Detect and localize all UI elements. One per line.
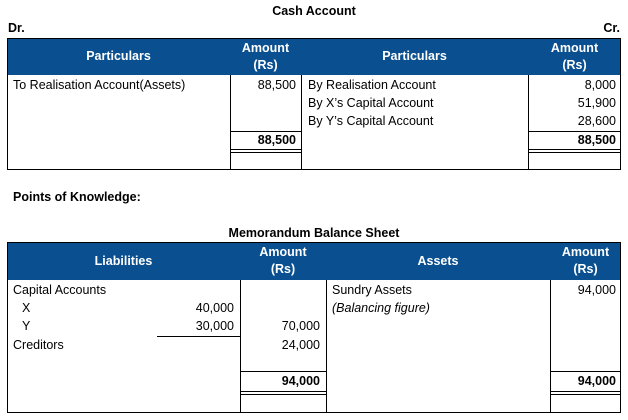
debit-particular: To Realisation Account(Assets)	[13, 78, 186, 92]
total-rule	[550, 371, 621, 372]
credit-particular: By Y’s Capital Account	[308, 114, 434, 128]
col-divider	[301, 75, 302, 170]
credit-amount: 8,000	[584, 78, 616, 92]
balancing-figure-note: (Balancing figure)	[332, 301, 430, 315]
dr-label: Dr.	[8, 21, 25, 35]
memo-total-right: 94,000	[577, 374, 616, 388]
cash-total-right: 88,500	[577, 133, 616, 147]
partner-x-amount: 40,000	[195, 301, 234, 315]
cr-label: Cr.	[603, 21, 620, 35]
credit-particular: By X’s Capital Account	[308, 96, 434, 110]
partner-y-amount: 30,000	[195, 319, 234, 333]
creditors-label: Creditors	[13, 338, 64, 352]
total-double-rule	[230, 152, 301, 153]
credit-amount: 28,600	[577, 114, 616, 128]
sundry-assets-label: Sundry Assets	[332, 283, 412, 297]
sundry-assets-amount: 94,000	[577, 283, 616, 297]
col-divider	[326, 280, 327, 413]
memorandum-title: Memorandum Balance Sheet	[228, 226, 400, 240]
partner-y-label: Y	[22, 319, 31, 333]
cash-account-title: Cash Account	[272, 4, 356, 18]
total-double-rule	[240, 394, 326, 395]
header-particulars-right: Particulars	[382, 49, 447, 63]
total-rule	[528, 131, 621, 132]
header-particulars-left: Particulars	[86, 49, 151, 63]
credit-amount: 51,900	[577, 96, 616, 110]
total-rule	[240, 371, 326, 372]
cash-total-left: 88,500	[257, 133, 296, 147]
total-double-rule	[528, 152, 621, 153]
header-amount-right: Amount (Rs)	[550, 40, 599, 72]
header-amount-left: Amount (Rs)	[259, 245, 307, 276]
total-double-rule	[550, 391, 621, 392]
total-double-rule	[230, 149, 301, 150]
total-double-rule	[240, 391, 326, 392]
total-rule	[230, 131, 301, 132]
header-amount-left: Amount (Rs)	[241, 40, 290, 72]
header-assets: Assets	[417, 253, 459, 268]
subtotal-rule	[157, 336, 240, 337]
total-double-rule	[528, 149, 621, 150]
credit-particular: By Realisation Account	[308, 78, 436, 92]
total-double-rule	[550, 394, 621, 395]
header-liabilities: Liabilities	[94, 253, 153, 268]
debit-amount: 88,500	[257, 78, 296, 92]
creditors-amount: 24,000	[281, 338, 320, 352]
header-amount-right: Amount (Rs)	[561, 245, 610, 276]
capital-total-amount: 70,000	[281, 319, 320, 333]
memo-total-left: 94,000	[281, 374, 320, 388]
capital-accounts-label: Capital Accounts	[13, 283, 107, 297]
partner-x-label: X	[22, 301, 31, 315]
points-of-knowledge-heading: Points of Knowledge:	[13, 190, 141, 204]
